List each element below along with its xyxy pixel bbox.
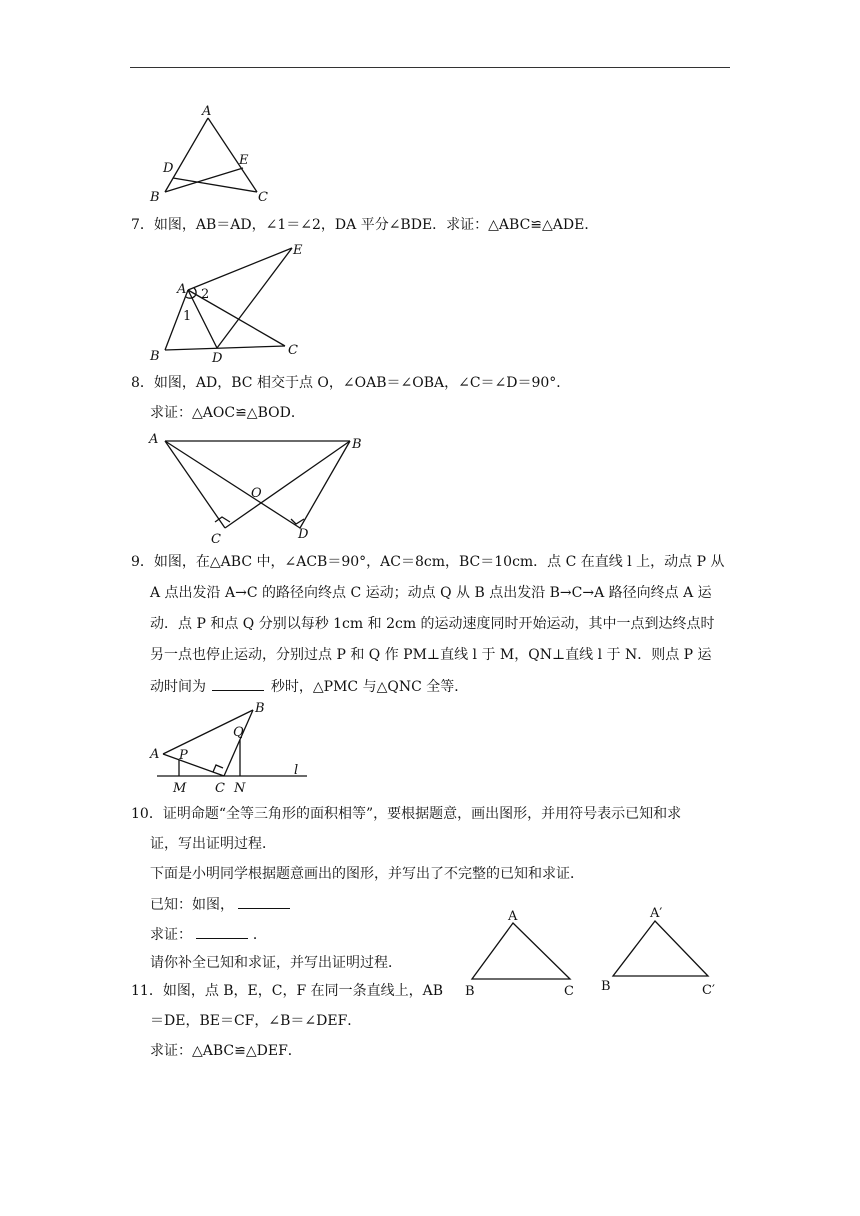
figure-q10-triangle-abc [460, 905, 585, 1000]
label-angle-1: 1 [183, 309, 192, 324]
figure-q10-triangle-abc-prime [595, 903, 725, 998]
label-b: B [150, 190, 160, 205]
q10-known-blank[interactable] [238, 894, 290, 909]
segment-bd [300, 441, 350, 528]
triangle-abc-prime [613, 921, 708, 976]
q10-line-6: 请你补全已知和求证，并写出证明过程． [150, 955, 402, 971]
q9-line-3: 动．点 P 和点 Q 分别以每秒 1cm 和 2cm 的运动速度同时开始运动，其中一点到达终点时 [150, 616, 715, 632]
segment-bc [225, 441, 350, 528]
label-q: Q [233, 725, 244, 740]
label-a: A [508, 909, 518, 924]
label-c: C [215, 781, 225, 796]
segment-ac [208, 118, 257, 192]
segment-ac [165, 441, 225, 528]
segment-bc [224, 710, 253, 776]
triangle-abc [472, 923, 570, 979]
q8-statement: 8．如图，AD，BC 相交于点 O，∠OAB＝∠OBA，∠C＝∠D＝90°． [131, 375, 571, 391]
label-d: D [163, 161, 174, 176]
label-b: B [465, 984, 475, 999]
figure-q9 [145, 700, 320, 798]
q10-prove [150, 924, 267, 944]
q11-line-1: 11．如图，点 B，E，C，F 在同一条直线上，AB [131, 983, 444, 999]
label-a: A [149, 432, 159, 447]
q7-statement: 7．如图，AB＝AD，∠1＝∠2，DA 平分∠BDE．求证：△ABC≌△ADE． [131, 217, 599, 233]
label-angle-2: 2 [201, 287, 210, 302]
q10-prove-label: 求证： [150, 927, 192, 943]
label-c: C [258, 190, 268, 205]
header-rule [130, 67, 730, 68]
q8-prove: 求证：△AOC≌△BOD． [150, 405, 305, 421]
label-n: N [234, 781, 246, 796]
label-o: O [251, 486, 262, 501]
label-e: E [293, 243, 303, 258]
q9-line-1: 9．如图，在△ABC 中，∠ACB＝90°，AC＝8cm，BC＝10cm．点 C 在直线 l 上，动点 P 从 [131, 554, 725, 570]
label-c: C [564, 984, 574, 999]
label-l: l [294, 763, 299, 778]
q9-text-before-blank: 动时间为 [150, 679, 206, 695]
label-a: A [177, 282, 187, 297]
figure-q6-triangle [140, 100, 280, 206]
label-b-prime: B [601, 979, 611, 994]
q10-prove-end: ． [252, 927, 267, 943]
label-c-prime: C′ [702, 983, 715, 998]
figure-q7 [140, 240, 320, 368]
q9-line-4: 另一点也停止运动，分别过点 P 和 Q 作 PM⊥直线 l 于 M，QN⊥直线 l 于 N．则点 P 运 [150, 647, 712, 663]
angle-arc-2 [194, 288, 196, 296]
label-a: A [150, 747, 160, 762]
label-p: P [179, 748, 188, 763]
label-d: D [298, 527, 309, 542]
label-a-prime: A′ [650, 906, 663, 921]
q11-line-2: ＝DE，BE＝CF，∠B＝∠DEF． [150, 1013, 362, 1029]
label-d: D [212, 351, 223, 366]
figure-q8 [145, 425, 375, 550]
label-a: A [202, 104, 212, 119]
segment-bc [165, 346, 285, 350]
q9-answer-blank[interactable] [212, 676, 264, 691]
segment-ac [163, 754, 224, 776]
label-b: B [255, 701, 265, 716]
right-angle-c [213, 765, 223, 772]
q10-line-2: 证，写出证明过程． [150, 836, 276, 852]
label-m: M [173, 781, 187, 796]
q9-line-2: A 点出发沿 A→C 的路径向终点 C 运动；动点 Q 从 B 点出发沿 B→C→A 路径向终点 A 运 [150, 585, 712, 601]
q10-known-label: 已知：如图， [150, 897, 234, 913]
segment-ad [165, 441, 300, 528]
q10-known [150, 894, 290, 914]
q10-line-1: 10．证明命题“全等三角形的面积相等”，要根据题意，画出图形，并用符号表示已知和求 [131, 806, 682, 822]
q9-line-5 [150, 676, 468, 696]
label-b: B [352, 437, 362, 452]
q11-line-3: 求证：△ABC≌△DEF． [150, 1043, 302, 1059]
q9-text-after-blank: 秒时，△PMC 与△QNC 全等． [270, 679, 469, 695]
label-c: C [211, 532, 221, 547]
q10-line-3: 下面是小明同学根据题意画出的图形，并写出了不完整的已知和求证． [150, 866, 584, 882]
q10-prove-blank[interactable] [196, 924, 248, 939]
label-b: B [150, 349, 160, 364]
label-c: C [288, 343, 298, 358]
label-e: E [239, 153, 249, 168]
